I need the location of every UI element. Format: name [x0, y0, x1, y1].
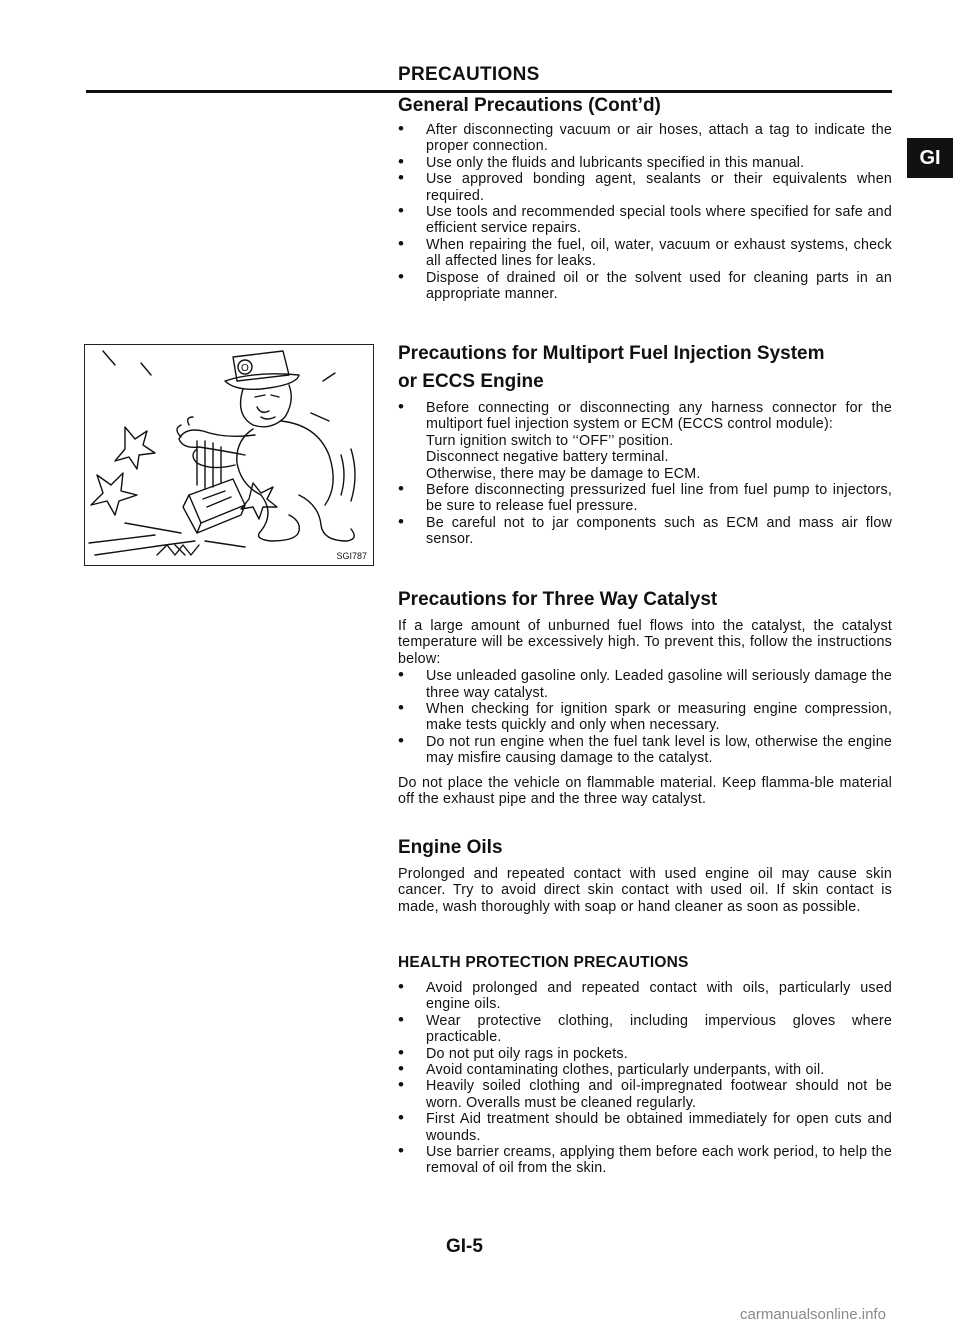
list-item: • Dispose of drained oil or the solvent used for cleaning parts in an appropriate manner. — [398, 270, 892, 303]
figure-id: SGI787 — [336, 551, 367, 561]
list-item: • Use unleaded gasoline only. Leaded gasoline will seriously damage the three way catalyst. — [398, 668, 892, 701]
mfi-precautions-list — [398, 400, 892, 548]
list-item — [398, 400, 892, 482]
catalyst-note: Do not place the vehicle on flammable material. Keep flamma-ble material off the exhaust pipe and the three way catalyst. — [398, 774, 892, 808]
list-item: • After disconnecting vacuum or air hoses, attach a tag to indicate the proper connection. — [398, 122, 892, 155]
general-precautions-heading: General Precautions (Cont’d) — [398, 95, 661, 116]
page-header-title: PRECAUTIONS — [398, 64, 540, 85]
list-item: • Use only the fluids and lubricants specified in this manual. — [398, 155, 892, 171]
sub-line: Turn ignition switch to ‘‘OFF’’ position. — [426, 432, 674, 449]
section-tab: GI — [907, 138, 953, 178]
list-item: • Avoid contaminating clothes, particularly underpants, with oil. — [398, 1062, 892, 1078]
engine-oils-section — [398, 836, 892, 915]
catalyst-list — [398, 668, 892, 766]
list-item-text: Before connecting or disconnecting any harness connector for the multiport fuel injection system or ECM (ECCS control module): — [426, 400, 892, 433]
svg-text:O: O — [241, 363, 249, 374]
list-item: • When checking for ignition spark or measuring engine compression, make tests quickly and only when necessary. — [398, 701, 892, 734]
mfi-precautions-heading-line2: or ECCS Engine — [398, 371, 544, 392]
list-item: • Be careful not to jar components such as ECM and mass air flow sensor. — [398, 515, 892, 548]
list-item: • Before disconnecting pressurized fuel line from fuel pump to injectors, be sure to release fuel pressure. — [398, 482, 892, 515]
list-item: • Wear protective clothing, including impervious gloves where practicable. — [398, 1013, 892, 1046]
mfi-precautions-section — [398, 342, 892, 548]
list-item: • Use tools and recommended special tools where specified for safe and efficient service repairs. — [398, 204, 892, 237]
catalyst-section — [398, 588, 892, 807]
list-item: • Use approved bonding agent, sealants or their equivalents when required. — [398, 171, 892, 204]
page-number: GI-5 — [446, 1236, 483, 1257]
list-item: • When repairing the fuel, oil, water, vacuum or exhaust systems, check all affected lines for leaks. — [398, 237, 892, 270]
catalyst-intro: If a large amount of unburned fuel flows into the catalyst, the catalyst temperature will be excessively high. To prevent this, follow the instructions below: — [398, 618, 892, 667]
list-item: • Use barrier creams, applying them before each work period, to help the removal of oil from the skin. — [398, 1144, 892, 1177]
mfi-precautions-heading-line1: Precautions for Multiport Fuel Injection System — [398, 343, 825, 364]
sub-line: Otherwise, there may be damage to ECM. — [426, 465, 701, 482]
health-protection-list — [398, 980, 892, 1177]
mechanic-dropping-ecm-illustration — [85, 345, 372, 564]
engine-oils-text: Prolonged and repeated contact with used engine oil may cause skin cancer. Try to avoid direct skin contact with used oil. If skin contact is made, wash thoroughly with soap or hand cleaner as soon as possible. — [398, 866, 892, 915]
illustration-figure — [84, 344, 374, 566]
health-protection-section — [398, 954, 892, 1177]
health-protection-heading: HEALTH PROTECTION PRECAUTIONS — [398, 954, 689, 971]
general-precautions-list — [398, 122, 892, 302]
watermark: carmanualsonline.info — [740, 1306, 886, 1323]
sub-line: Disconnect negative battery terminal. — [426, 449, 669, 466]
general-precautions-section — [398, 94, 892, 302]
list-item: • Heavily soiled clothing and oil-impregnated footwear should not be worn. Overalls must be cleaned regularly. — [398, 1078, 892, 1111]
list-item: • Avoid prolonged and repeated contact with oils, particularly used engine oils. — [398, 980, 892, 1013]
list-item: • First Aid treatment should be obtained immediately for open cuts and wounds. — [398, 1111, 892, 1144]
list-item: • Do not put oily rags in pockets. — [398, 1046, 892, 1062]
list-item: • Do not run engine when the fuel tank level is low, otherwise the engine may misfire causing damage to the catalyst. — [398, 734, 892, 767]
engine-oils-heading: Engine Oils — [398, 837, 503, 858]
catalyst-heading: Precautions for Three Way Catalyst — [398, 589, 718, 610]
header-rule — [86, 90, 892, 93]
